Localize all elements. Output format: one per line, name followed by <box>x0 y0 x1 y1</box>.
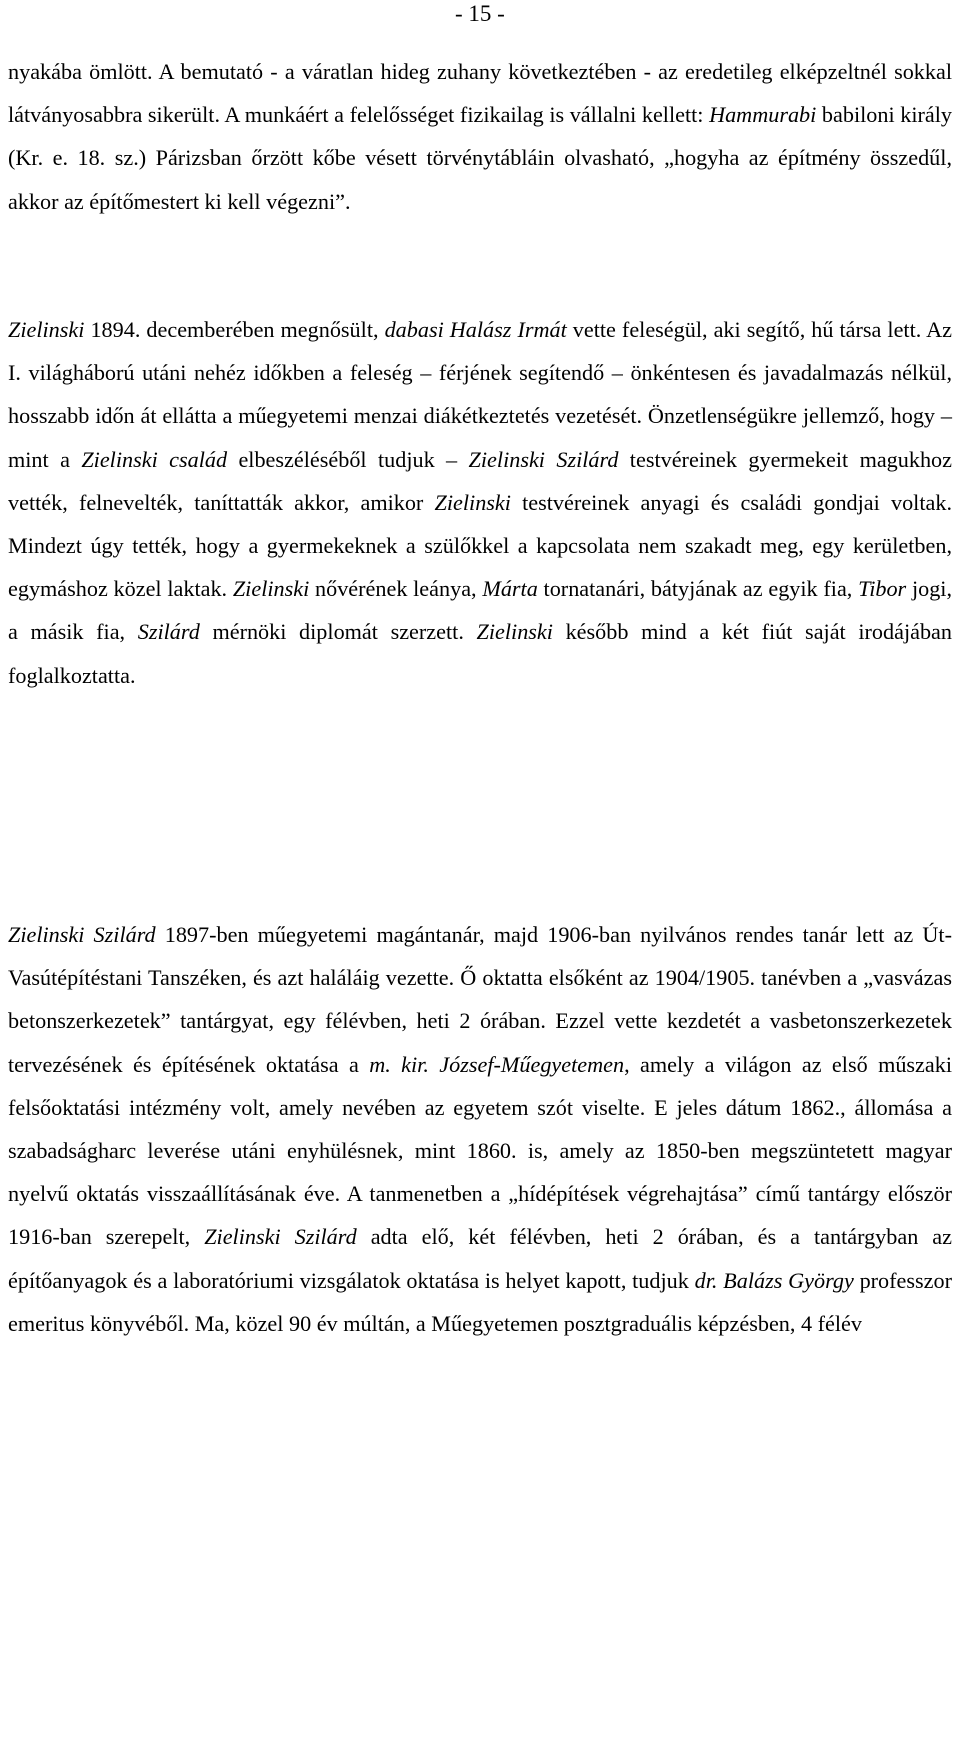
text-run: nővérének leánya, <box>309 576 483 602</box>
text-run: adta elő, két félévben, heti 2 órában, és a tantárgyban az építőanyagok és a laboratóriumi vizsgálatok oktatása is helyet kapott, tudjuk <box>8 1224 952 1293</box>
page-number: - 15 - <box>455 1 505 26</box>
paragraph-1 <box>8 50 952 223</box>
italic-run: m. kir. József-Műegyetemen <box>369 1051 625 1077</box>
text-run: később mind a két fiút saját irodájában foglalkoztatta. <box>8 619 952 688</box>
italic-run: Zielinski <box>476 619 553 645</box>
text-run: jogi, a másik fia, <box>8 576 953 645</box>
text-run: vette feleségül, aki segítő, hű társa lett. Az I. világháború utáni nehéz időkben a feleség – férjének segítendő – önkéntesen és javadalmazás nélkül, hosszabb időn át ellátta a műegyetemi menzai diákétkeztetés vezetését. Önzetlenségükre jellemző, hogy – mint a <box>8 317 952 472</box>
italic-run: Márta <box>482 576 538 602</box>
text-run: 1897-ben műegyetemi magántanár, majd 1906-ban nyilvános rendes tanár lett az Út-Vasútépítéstani Tanszéken, és azt haláláig vezette. Ő oktatta elsőként az 1904/1905. tanévben a „vasvázas betonszerkezetek” tantárgyat, egy félévben, heti 2 órában. Ezzel vette kezdetét a vasbetonszerkezetek tervezésének és építésének oktatása a <box>8 922 952 1077</box>
text-run: , amely a világon az első műszaki felsőoktatási intézmény volt, amely nevében az egyetem szót viselte. E jeles dátum 1862., állomása a szabadságharc leverése utáni enyhülésnek, mint 1860. is, amely az 1850-ben megszüntetett magyar nyelvű oktatás visszaállításának éve. A tanmenetben a „hídépítések végrehajtása” című tantárgy először 1916-ban szerepelt, <box>8 1051 953 1250</box>
italic-run: Zielinski Szilárd <box>8 922 156 947</box>
italic-run: dabasi Halász Irmát <box>384 317 567 342</box>
text-run: tornatanári, bátyjának az egyik fia, <box>537 576 859 602</box>
italic-run: Zielinski <box>232 576 310 602</box>
text-run: professzor emeritus könyvéből. Ma, közel 90 év múltán, a Műegyetemen posztgraduális képzésben, 4 félév <box>8 1267 952 1336</box>
text-run: babiloni király (Kr. e. 18. sz.) Párizsban őrzött kőbe vésett törvénytábláin olvasható, „hogyha az építmény összedűl, akkor az építőmestert ki kell végezni”. <box>8 102 952 214</box>
italic-run: dr. Balázs György <box>694 1267 854 1293</box>
paragraph-2 <box>8 308 952 697</box>
italic-run: Szilárd <box>137 619 200 645</box>
italic-run: Zielinski <box>8 317 85 342</box>
paragraph-3 <box>8 913 952 1345</box>
italic-run: Zielinski Szilárd <box>204 1224 357 1250</box>
italic-run: Zielinski <box>434 489 511 515</box>
italic-run: Tibor <box>858 576 907 602</box>
italic-run: Zielinski Szilárd <box>468 446 619 472</box>
text-run: mérnöki diplomát szerzett. <box>199 619 477 645</box>
text-run: elbeszéléséből tudjuk – <box>227 446 469 472</box>
italic-run: Zielinski család <box>81 446 228 472</box>
italic-run: Hammurabi <box>709 102 817 128</box>
text-run: 1894. decemberében megnősült, <box>84 317 385 342</box>
text-run: testvéreinek anyagi és családi gondjai voltak. Mindezt úgy tették, hogy a gyermekeknek a szülőkkel a kapcsolata nem szakadt meg, egy kerületben, egymáshoz közel laktak. <box>8 489 952 602</box>
text-run: nyakába ömlött. A bemutató - a váratlan hideg zuhany következtében - az eredetileg elképzeltnél sokkal látványosabbra sikerült. A munkáért a felelősséget fizikailag is vállalni kellett: <box>8 59 952 128</box>
text-run: testvéreinek gyermekeit magukhoz vették, felnevelték, taníttatták akkor, amikor <box>8 446 952 515</box>
